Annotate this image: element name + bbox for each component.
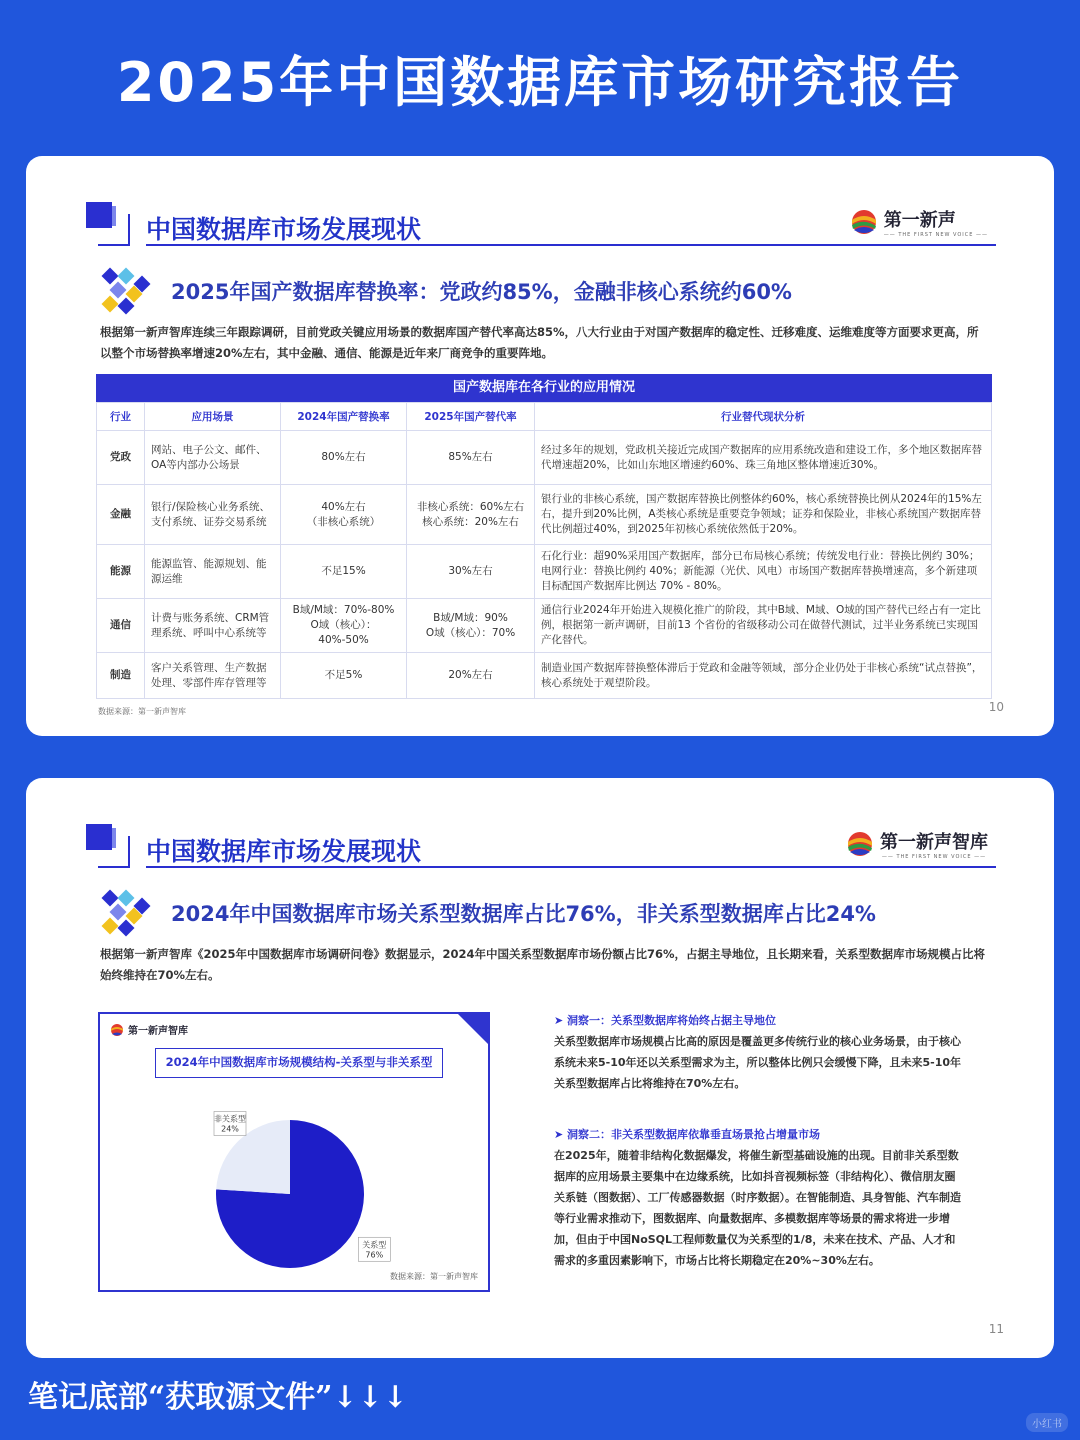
- section-deco: [86, 824, 134, 868]
- table-row: [97, 653, 992, 699]
- industry-table: [96, 374, 992, 699]
- section-deco: [86, 202, 134, 246]
- rate-2024-cell: 不足15%: [281, 545, 407, 599]
- watermark: 小红书: [1026, 1413, 1068, 1432]
- industry-cell: 金融: [97, 485, 145, 545]
- rate-2025-cell: 20%左右: [407, 653, 535, 699]
- pie-label: 关系型: [362, 1240, 387, 1250]
- insight-2: [554, 1124, 964, 1271]
- analysis-cell: 石化行业：超90%采用国产数据库，部分已布局核心系统；传统发电行业：替换比例约 30%；电网行业：替换比例约 40%；新能源（光伏、风电）市场国产数据库替换增速高，多个新建项目标配国产数据库比例达 70% - 80%。: [535, 545, 992, 599]
- pie-label-group: [358, 1237, 390, 1261]
- scene-cell: 客户关系管理、生产数据处理、零部件库存管理等: [145, 653, 281, 699]
- section-title: 中国数据库市场发展现状: [146, 837, 422, 866]
- insight-body: 关系型数据库市场规模占比高的原因是覆盖更多传统行业的核心业务场景，由于核心系统未来5-10年还以关系型需求为主，所以整体比例只会缓慢下降，且未来5-10年关系型数据库占比将维持在70%左右。: [554, 1035, 962, 1090]
- data-source: 数据来源：第一新声智库: [98, 707, 186, 716]
- table-title: 国产数据库在各行业的应用情况: [96, 374, 992, 402]
- pie-value-label: 76%: [365, 1250, 384, 1260]
- page-number: 11: [988, 1322, 1004, 1336]
- intro-paragraph: 根据第一新声智库连续三年跟踪调研，目前党政关键应用场景的数据库国产替代率高达85%，八大行业由于对国产数据库的稳定性、迁移难度、运维难度等方面要求更高，所以整个市场替换率增速20%左右，其中金融、通信、能源是近年来厂商竞争的重要阵地。: [100, 325, 979, 360]
- table-row: [97, 545, 992, 599]
- slide-10: [26, 156, 1054, 736]
- pie-value-label: 24%: [221, 1124, 239, 1134]
- scene-cell: 计费与账务系统、CRM管理系统、呼叫中心系统等: [145, 599, 281, 653]
- logo-text: 第一新声智库: [880, 832, 988, 853]
- subheading: 2024年中国数据库市场关系型数据库占比76%，非关系型数据库占比24%: [171, 902, 876, 926]
- chart-title: 2024年中国数据库市场规模结构-关系型与非关系型: [155, 1048, 443, 1078]
- industry-cell: 制造: [97, 653, 145, 699]
- insight-body: 在2025年，随着非结构化数据爆发，将催生新型基础设施的出现。目前非关系型数据库的应用场景主要集中在边缘系统，比如抖音视频标签（非结构化）、微信朋友圈关系链（图数据）、工厂传感器数据（时序数据）。在智能制造、具身智能、汽车制造等行业需求推动下，图数据库、向量数据库、多模数据库等场景的需求将进一步增加，但由于中国NoSQL工程师数量仅为关系型的1/8，未来在技术、产品、人才和需求的多重因素影响下，市场占比将长期稳定在20%~30%左右。: [554, 1149, 961, 1267]
- column-header: 行业: [97, 403, 145, 431]
- analysis-cell: 经过多年的规划，党政机关接近完成国产数据库的应用系统改造和建设工作，多个地区数据库替代增速超20%，比如山东地区增速约60%、珠三角地区整体增速近30%。: [535, 431, 992, 485]
- rate-2024-cell: 80%左右: [281, 431, 407, 485]
- brand-logo: [846, 828, 988, 860]
- pie-label: 非关系型: [214, 1114, 246, 1124]
- chart-logo-text: 第一新声智库: [128, 1026, 188, 1037]
- logo-subtext: —— THE FIRST NEW VOICE ——: [883, 232, 988, 238]
- table-row: [97, 599, 992, 653]
- rate-2025-cell: 30%左右: [407, 545, 535, 599]
- logo-text: 第一新声: [883, 210, 956, 231]
- subheading: 2025年国产数据库替换率：党政约85%，金融非核心系统约60%: [171, 280, 792, 304]
- rate-2024-cell: 40%左右 （非核心系统）: [281, 485, 407, 545]
- column-header: 行业替代现状分析: [535, 403, 992, 431]
- section-divider: [146, 244, 996, 246]
- industry-cell: 通信: [97, 599, 145, 653]
- logo-globe-icon: [850, 208, 878, 236]
- rate-2024-cell: B域/M域：70%-80% O域（核心）：40%-50%: [281, 599, 407, 653]
- pie-chart: [100, 1014, 490, 1292]
- table-row: [97, 485, 992, 545]
- pie-chart-card: [98, 1012, 490, 1292]
- insight-title: ➤ 洞察一：关系型数据库将始终占据主导地位: [554, 1014, 777, 1027]
- scene-cell: 网站、电子公文、邮件、OA等内部办公场景: [145, 431, 281, 485]
- analysis-cell: 银行业的非核心系统，国产数据库替换比例整体约60%，核心系统替换比例从2024年的15%左右，提升到20%比例，A类核心系统是重要竞争领域；证券和保险业，非核心系统国产数据库替代比例超过40%，到2025年初核心系统依然低于20%。: [535, 485, 992, 545]
- chart-source: 数据来源：第一新声智库: [390, 1272, 478, 1281]
- industry-cell: 党政: [97, 431, 145, 485]
- analysis-cell: 通信行业2024年开始进入规模化推广的阶段，其中B域、M域、O域的国产替代已经占有一定比例，根据第一新声调研，目前13 个省份的省级移动公司在做替代测试，过半业务系统已实现国产化替代。: [535, 599, 992, 653]
- diamond-cluster-icon: [100, 888, 154, 936]
- diamond-cluster-icon: [100, 266, 154, 314]
- column-header: 2025年国产替代率: [407, 403, 535, 431]
- scene-cell: 能源监管、能源规划、能源运维: [145, 545, 281, 599]
- pie-label-group: [214, 1111, 246, 1135]
- column-header: 2024年国产替换率: [281, 403, 407, 431]
- slide-11: [26, 778, 1054, 1358]
- section-title: 中国数据库市场发展现状: [146, 215, 422, 244]
- insight-title: ➤ 洞察二：非关系型数据库依靠垂直场景抢占增量市场: [554, 1128, 821, 1141]
- scene-cell: 银行/保险核心业务系统、支付系统、证券交易系统: [145, 485, 281, 545]
- table-row: [97, 431, 992, 485]
- logo-globe-icon: [846, 830, 874, 858]
- main-title: 2025年中国数据库市场研究报告: [116, 51, 964, 114]
- insight-1: [554, 1010, 964, 1094]
- analysis-cell: 制造业国产数据库替换整体滞后于党政和金融等领域，部分企业仍处于非核心系统“试点替换”，核心系统处于观望阶段。: [535, 653, 992, 699]
- section-divider: [146, 866, 996, 868]
- page-number: 10: [988, 700, 1004, 714]
- brand-logo: [850, 206, 988, 238]
- industry-cell: 能源: [97, 545, 145, 599]
- footer-cta: 笔记底部“获取源文件”↓↓↓: [28, 1380, 408, 1415]
- rate-2025-cell: B域/M域：90% O域（核心）：70%: [407, 599, 535, 653]
- rate-2024-cell: 不足5%: [281, 653, 407, 699]
- rate-2025-cell: 85%左右: [407, 431, 535, 485]
- intro-paragraph: 根据第一新声智库《2025年中国数据库市场调研问卷》数据显示，2024年中国关系型数据库市场份额占比76%，占据主导地位，且长期来看，关系型数据库市场规模占比将始终维持在70%左右。: [100, 947, 986, 982]
- logo-subtext: —— THE FIRST NEW VOICE ——: [881, 854, 987, 860]
- rate-2025-cell: 非核心系统：60%左右 核心系统：20%左右: [407, 485, 535, 545]
- column-header: 应用场景: [145, 403, 281, 431]
